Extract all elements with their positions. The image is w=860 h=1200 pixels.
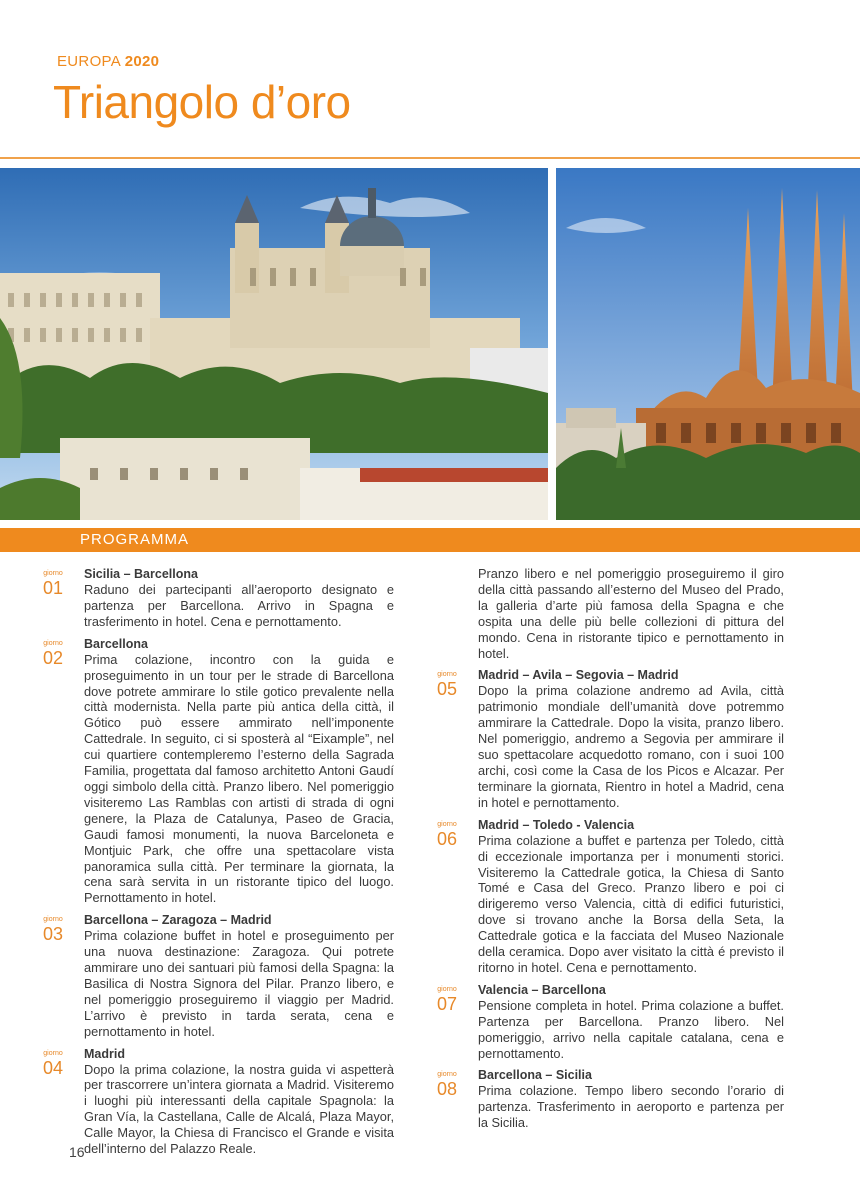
header-rule <box>0 157 860 159</box>
day-label: giorno <box>43 639 63 647</box>
day-description: Dopo la prima colazione, la nostra guida vi aspetterà per trascorrere un’intera giornata a Madrid. Visiteremo i luoghi più interessanti della capitale Spagnola: la Gran Vía, la Castellana, Calle de Alcalá, Plaza Mayor, Calle Mayor, la Chiesa di Francisco el Grande e visita dell’interno del Palazzo Reale. <box>84 1061 394 1157</box>
day-entry <box>36 1046 394 1157</box>
day-number: 06 <box>436 828 458 849</box>
day-title: Madrid – Toledo - Valencia <box>478 817 635 832</box>
day-label: giorno <box>43 1049 63 1057</box>
day-entry <box>430 667 784 810</box>
day-04-continuation: Pranzo libero e nel pomeriggio proseguiremo il giro della città passando all’esterno del Museo del Prado, la galleria d’arte più famosa della Spagna e che ospita una delle più belle collezioni di pittura del mondo. Cena in ristorante tipico e pernottamento in hotel. <box>478 566 784 661</box>
day-entry <box>36 566 394 630</box>
barcelona-photo <box>556 168 860 520</box>
day-number: 01 <box>42 578 64 598</box>
day-description: Prima colazione, incontro con la guida e proseguimento in un tour per le strade di Barcellona dove potrete ammirare lo stile gotico prevalente nella città modernista. Nella parte più antica della città, il Gótico può essere ammirato nell’imponente Cattedrale. In seguito, ci si sposterà al “Eixample”, nel cui quartiere contempleremo l’esterno della Sagrada Familia, progettata dal famoso architetto Antoni Gaudí oggi simbolo della città. Pranzo libero. Nel pomeriggio visiteremo Las Ramblas con artisti di strada di ogni genere, la Plaza de Catalunya, Paseo de Gracia, Gaudi famosi monumenti, la nuova Barceloneta e Montjuic Park, che offre una spettacolare vista panoramica sulla città. Per terminare la giornata, la cena sarà servita in un ristorante tipico del luogo. Pernottamento in hotel. <box>84 651 394 906</box>
day-description: Pensione completa in hotel. Prima colazione a buffet. Partenza per Barcellona. Pranzo libero. Nel pomeriggio, arrivo nella capitale catalana, cena e pernottamento. <box>478 997 784 1061</box>
day-number: 02 <box>42 647 64 668</box>
day-description: Raduno dei partecipanti all’aeroporto designato e partenza per Barcellona. Arrivo in Spagna e trasferimento in hotel. Cena e pernottamento. <box>84 582 394 629</box>
day-label: giorno <box>43 916 63 924</box>
day-entry <box>36 636 394 907</box>
day-entry <box>36 912 394 1039</box>
day-title: Barcellona – Sicilia <box>478 1068 592 1083</box>
madrid-photo <box>0 168 548 520</box>
day-description: Prima colazione. Tempo libero secondo l’orario di partenza. Trasferimento in aeroporto e partenza per la Sicilia. <box>478 1083 784 1131</box>
day-label: giorno <box>43 570 63 577</box>
day-number: 03 <box>42 924 64 945</box>
page-title: Triangolo d’oro <box>53 76 351 128</box>
day-description: Dopo la prima colazione andremo ad Avila, città patrimonio mondiale dell’umanità dove potremmo ammirare la Cattedrale. Dopo la visita, pranzo libero. Nel pomeriggio, andremo a Segovia per ammirare il suo spettacolare acquedotto romano, con i suoi 100 archi, così come la Casa de los Picos e Alcazar. Per terminare la giornata, Rientro in hotel a Madrid, cena in hotel e pernottamento. <box>478 683 784 810</box>
day-entry <box>430 817 784 976</box>
day-label: giorno <box>437 671 457 679</box>
day-title: Madrid <box>84 1046 125 1061</box>
programma-banner <box>0 528 860 552</box>
day-label: giorno <box>437 1071 457 1079</box>
section-label: PROGRAMMA <box>80 531 190 548</box>
day-entry <box>430 1067 784 1131</box>
day-label: giorno <box>437 985 457 993</box>
page-number: 16 <box>69 1144 85 1160</box>
day-number: 07 <box>436 993 458 1014</box>
day-title: Madrid – Avila – Segovia – Madrid <box>478 668 679 683</box>
day-number: 04 <box>42 1057 64 1078</box>
day-description: Prima colazione buffet in hotel e proseguimento per una nuova destinazione: Zaragoza. Qui potrete ammirare uno dei santuari più famosi della Spagna: la Basilica di Nostra Signora del Pilar. Pranzo libero, e nel pomeriggio proseguiremo il viaggio per Madrid. L’arrivo è previsto in tarda serata, cena e pernottamento in hotel. <box>84 928 394 1039</box>
day-label: giorno <box>437 820 457 828</box>
day-number: 05 <box>436 679 458 700</box>
day-title: Barcellona <box>84 636 148 651</box>
day-title: Barcellona – Zaragoza – Madrid <box>84 913 272 928</box>
header-kicker <box>57 53 159 70</box>
day-title: Sicilia – Barcellona <box>84 567 198 581</box>
day-number: 08 <box>436 1079 458 1100</box>
day-entry <box>430 982 784 1062</box>
day-title: Valencia – Barcellona <box>478 982 606 997</box>
kicker-year: 2020 <box>124 53 160 70</box>
left-column <box>36 566 394 1163</box>
day-description: Prima colazione a buffet e partenza per Toledo, città di eccezionale importanza per i monumenti storici. Visiteremo la Cattedrale gotica, la Chiesa di Santo Tomé e Casa del Greco. Pranzo libero e poi ci dirigeremo verso Valencia, città di edifici futuristici, dove si trovano anche la Borsa della Seta, la Cattedrale gotica e la facciata del Museo Nazionale della ceramica. Dopo aver visitato la città é previsto il ritorno in hotel. Cena e pernottamento. <box>478 832 784 975</box>
right-column <box>430 566 784 1137</box>
kicker-region: EUROPA <box>57 53 121 70</box>
